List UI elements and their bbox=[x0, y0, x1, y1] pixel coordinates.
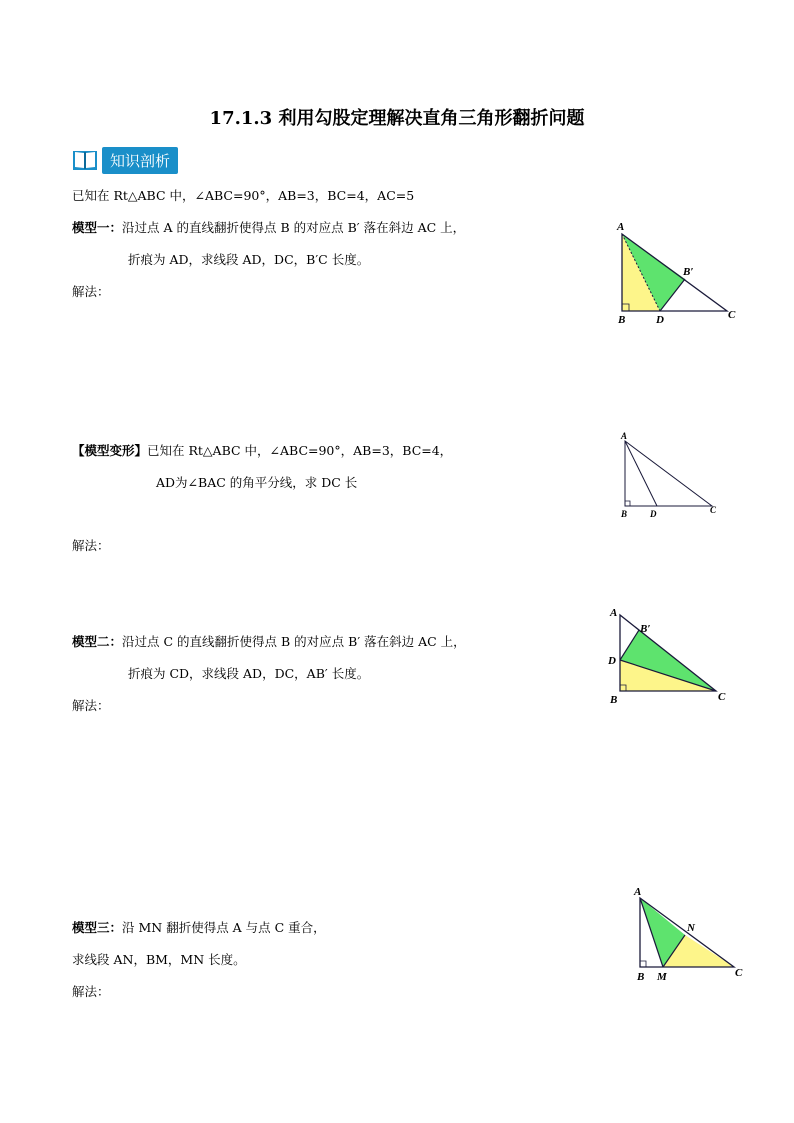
model1-label: 模型一： bbox=[72, 220, 123, 235]
figv-bisector bbox=[625, 441, 657, 506]
figv-label-d: D bbox=[650, 509, 657, 519]
fig3-label-n: N bbox=[687, 922, 695, 934]
section-badge bbox=[72, 145, 178, 175]
fig1-label-b: B bbox=[618, 314, 626, 326]
intro-text: 已知在 Rt△ABC 中，∠ABC=90°，AB=3，BC=4，AC=5 bbox=[72, 188, 415, 203]
figv-label-a: A bbox=[621, 431, 628, 441]
figv-label-b: B bbox=[621, 509, 628, 519]
model1-statement bbox=[72, 219, 465, 237]
section-badge-label: 知识剖析 bbox=[102, 147, 178, 174]
model1-line1: 沿过点 A 的直线翻折使得点 B 的对应点 B′ 落在斜边 AC 上， bbox=[122, 220, 466, 235]
figv-label-c: C bbox=[710, 505, 717, 515]
model3-line1: 沿 MN 翻折使得点 A 与点 C 重合， bbox=[122, 920, 326, 935]
fig1-label-c: C bbox=[728, 309, 736, 321]
variant-line1: 已知在 Rt△ABC 中，∠ABC=90°，AB=3，BC=4， bbox=[147, 443, 453, 458]
fig2-label-d: D bbox=[608, 655, 616, 667]
variant-solution: 解法： bbox=[72, 538, 110, 553]
fig3-label-b: B bbox=[637, 971, 645, 983]
model3-line2: 求线段 AN，BM，MN 长度。 bbox=[72, 952, 246, 967]
figv-triangle-abc bbox=[625, 441, 712, 506]
model3-solution: 解法： bbox=[72, 984, 110, 999]
figure-variant bbox=[614, 428, 724, 524]
figure-model2 bbox=[602, 603, 732, 708]
page-title: 17.1.3 利用勾股定理解决直角三角形翻折问题 bbox=[209, 108, 585, 129]
variant-label: 【模型变形】 bbox=[72, 443, 148, 458]
fig3-right-angle-mark bbox=[640, 961, 646, 967]
fig2-label-a: A bbox=[610, 607, 618, 619]
model2-line2: 折痕为 CD，求线段 AD，DC，AB′ 长度。 bbox=[128, 666, 370, 681]
fig2-label-bp: B′ bbox=[640, 623, 651, 635]
variant-statement bbox=[72, 442, 452, 460]
fig3-label-a: A bbox=[634, 886, 642, 898]
fig3-label-c: C bbox=[735, 967, 743, 979]
figv-right-angle-mark bbox=[625, 501, 630, 506]
fig2-label-c: C bbox=[718, 691, 726, 703]
model1-line2: 折痕为 AD，求线段 AD，DC，B′C 长度。 bbox=[128, 252, 370, 267]
figure-model3 bbox=[628, 882, 753, 987]
fig1-label-bp: B′ bbox=[683, 266, 694, 278]
figure-model1 bbox=[608, 218, 748, 330]
model2-statement bbox=[72, 633, 466, 651]
model3-label: 模型三： bbox=[72, 920, 123, 935]
model2-solution: 解法： bbox=[72, 698, 110, 713]
book-icon bbox=[72, 147, 98, 173]
fig2-label-b: B bbox=[610, 694, 618, 706]
fig1-label-a: A bbox=[617, 221, 625, 233]
fig3-label-m: M bbox=[657, 971, 667, 983]
model1-solution: 解法： bbox=[72, 284, 110, 299]
variant-line2: AD为∠BAC 的角平分线，求 DC 长 bbox=[156, 475, 358, 490]
model3-statement bbox=[72, 919, 326, 937]
model2-label: 模型二： bbox=[72, 634, 123, 649]
model2-line1: 沿过点 C 的直线翻折使得点 B 的对应点 B′ 落在斜边 AC 上， bbox=[122, 634, 466, 649]
fig1-label-d: D bbox=[656, 314, 664, 326]
